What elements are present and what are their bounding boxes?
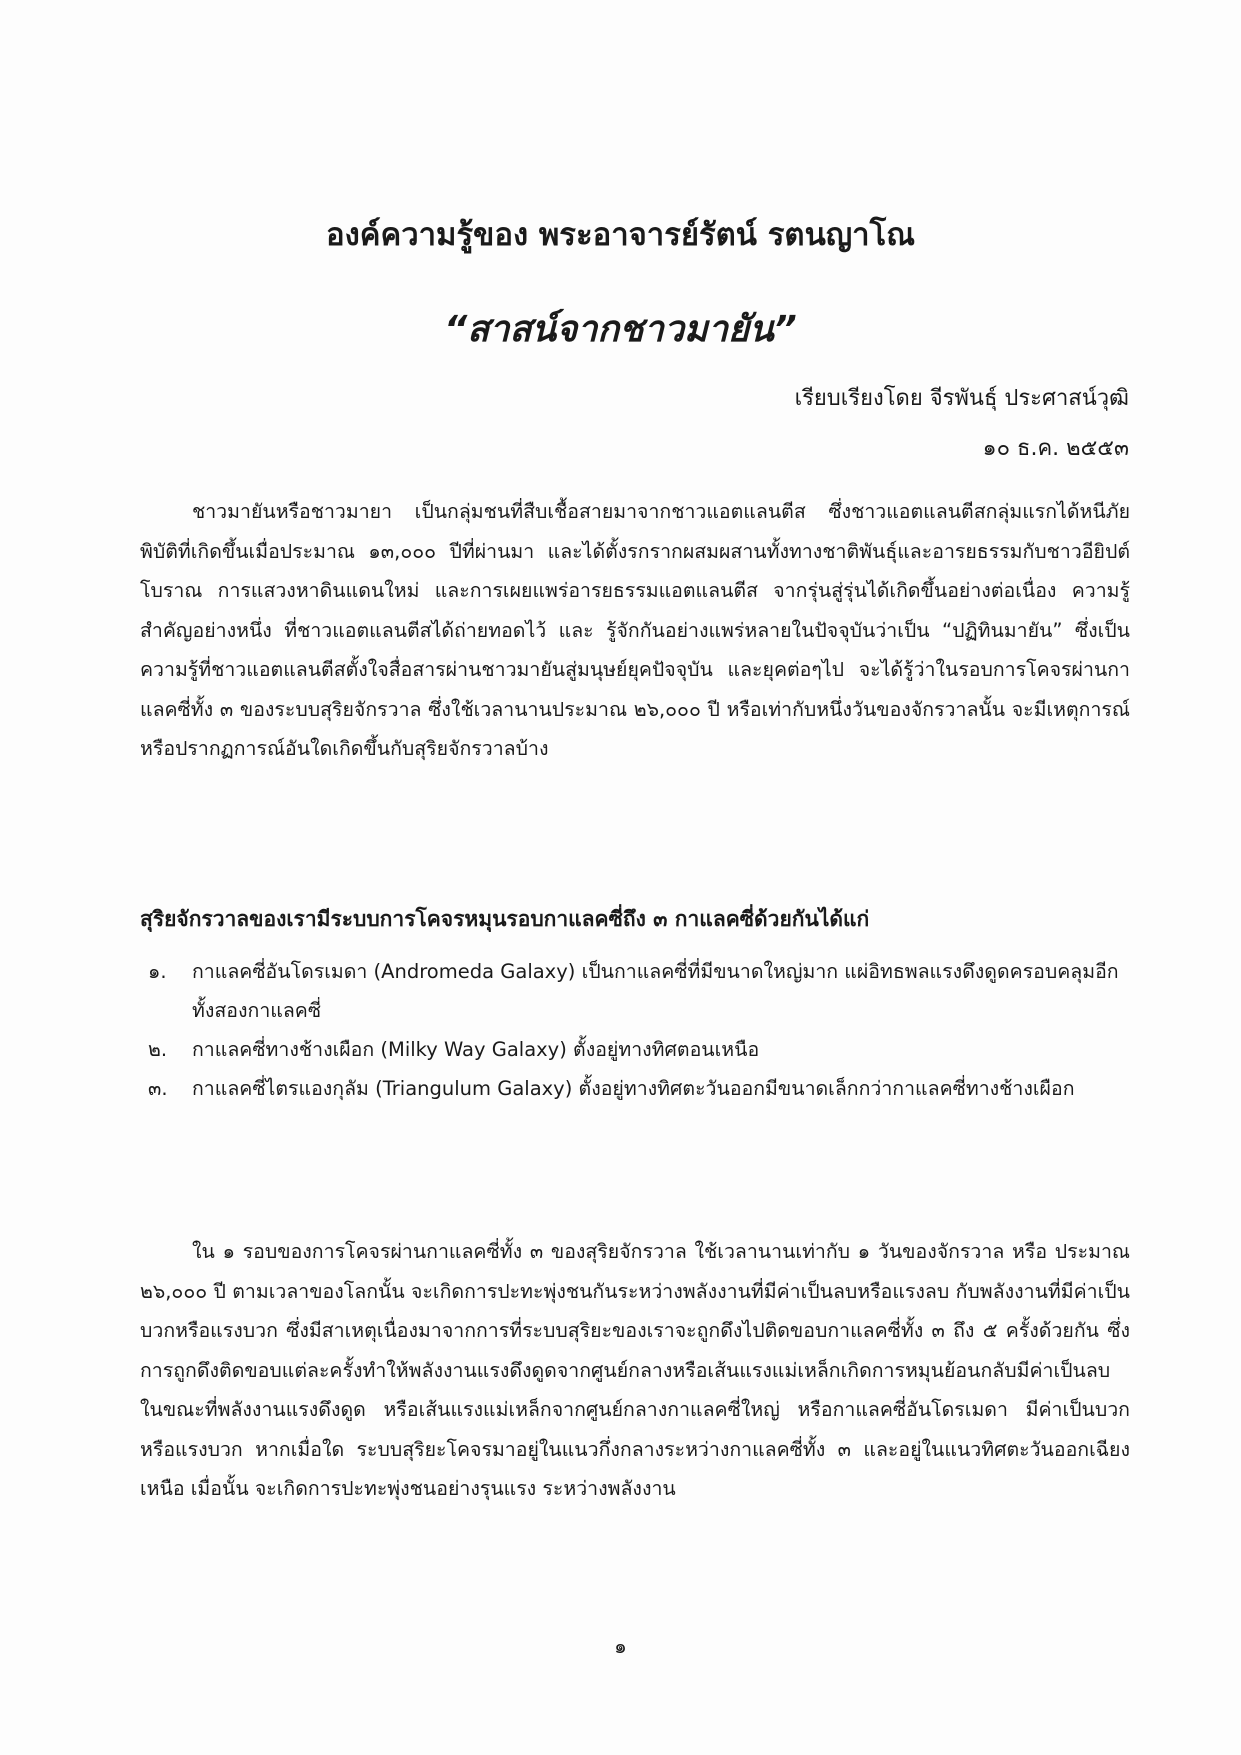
list-item-number: ๑. <box>148 960 167 983</box>
compiled-by: เรียบเรียงโดย จีรพันธุ์ ประศาสน์วุฒิ <box>794 386 1129 411</box>
document-subtitle: “สาสน์จากชาวมายัน” <box>444 309 797 350</box>
body-paragraph-text: ใน ๑ รอบของการโคจรผ่านกาแลคซี่ทั้ง ๓ ของสุริยจักรวาล ใช้เวลานานเท่ากับ ๑ วันของจักรวาล หรือ ประมาณ ๒๖,๐๐๐ ปี ตามเวลาของโลกนั้น จะเกิดการปะทะพุ่งชนกันระหว่างพลังงานที่มีค่าเป็นลบหรือแรงลบ กับพลังงานที่มีค่าเป็นบวกหรือแรงบวก ซึ่งมีสาเหตุเนื่องมาจากการที่ระบบสุริยะของเราจะถูกดึงไปติดขอบกาแลคซี่ทั้ง ๓ ถึง ๕ ครั้งด้วยกัน ซึ่งการถูกดึงติดขอบแต่ละครั้งทำให้พลังงานแรงดึงดูดจากศูนย์กลางหรือเส้นแรงแม่เหล็กเกิดการหมุนย้อนกลับมีค่าเป็นลบ ในขณะที่พลังงานแรงดึงดูด หรือเส้นแรงแม่เหล็กจากศูนย์กลางกาแลคซี่ใหญ่ หรือกาแลคซี่อันโดรเมดา มีค่าเป็นบวกหรือแรงบวก หากเมื่อใด ระบบสุริยะโคจรมาอยู่ในแนวกึ่งกลางระหว่างกาแลคซี่ทั้ง ๓ และอยู่ในแนวทิศตะวันออกเฉียงเหนือ เมื่อนั้น จะเกิดการปะทะพุ่งชนอย่างรุนแรง ระหว่างพลังงาน <box>140 1240 1130 1500</box>
list-item-text: กาแลคซี่อันโดรเมดา (Andromeda Galaxy) เป็นกาแลคซี่ที่มีขนาดใหญ่มาก แผ่อิทธพลแรงดึงดูดครอบคลุมอีกทั้งสองกาแลคซี่ <box>192 960 1119 1022</box>
galaxy-list <box>140 952 1130 1108</box>
page-number: ๑ <box>614 1634 627 1658</box>
intro-paragraph <box>140 492 1130 769</box>
body-paragraph <box>140 1232 1130 1509</box>
document-date: ๑๐ ธ.ค. ๒๕๕๓ <box>982 436 1129 461</box>
list-item <box>140 1069 1130 1108</box>
list-item-text: กาแลคซี่ไตรแองกุลัม (Triangulum Galaxy) ตั้งอยู่ทางทิศตะวันออกมีขนาดเล็กกว่ากาแลคซี่ทางช้างเผือก <box>192 1077 1075 1100</box>
list-item <box>140 952 1130 1030</box>
list-item-number: ๓. <box>148 1077 168 1100</box>
intro-paragraph-text: ชาวมายันหรือชาวมายา เป็นกลุ่มชนที่สืบเชื้อสายมาจากชาวแอตแลนตีส ซึ่งชาวแอตแลนตีสกลุ่มแรกได้หนีภัยพิบัติที่เกิดขึ้นเมื่อประมาณ ๑๓,๐๐๐ ปีที่ผ่านมา และได้ตั้งรกรากผสมผสานทั้งทางชาติพันธุ์และอารยธรรมกับชาวอียิปต์โบราณ การแสวงหาดินแดนใหม่ และการเผยแพร่อารยธรรมแอตแลนตีส จากรุ่นสู่รุ่นได้เกิดขึ้นอย่างต่อเนื่อง ความรู้สำคัญอย่างหนึ่ง ที่ชาวแอตแลนตีสได้ถ่ายทอดไว้ และ รู้จักกันอย่างแพร่หลายในปัจจุบันว่าเป็น “ปฏิทินมายัน” ซึ่งเป็นความรู้ที่ชาวแอตแลนตีสตั้งใจสื่อสารผ่านชาวมายันสู่มนุษย์ยุคปัจจุบัน และยุคต่อๆไป จะได้รู้ว่าในรอบการโคจรผ่านกาแลคซี่ทั้ง ๓ ของระบบสุริยจักรวาล ซึ่งใช้เวลานานประมาณ ๒๖,๐๐๐ ปี หรือเท่ากับหนึ่งวันของจักรวาลนั้น จะมีเหตุการณ์ หรือปรากฏการณ์อันใดเกิดขึ้นกับสุริยจักรวาลบ้าง <box>140 500 1130 760</box>
section-heading: สุริยจักรวาลของเรามีระบบการโคจรหมุนรอบกาแลคซี่ถึง ๓ กาแลคซี่ด้วยกันได้แก่ <box>140 907 870 931</box>
list-item-number: ๒. <box>148 1038 168 1061</box>
list-item <box>140 1030 1130 1069</box>
document-title: องค์ความรู้ของ พระอาจารย์รัตน์ รตนญาโณ <box>326 217 915 253</box>
list-item-text: กาแลคซี่ทางช้างเผือก (Milky Way Galaxy) ตั้งอยู่ทางทิศตอนเหนือ <box>192 1038 760 1061</box>
